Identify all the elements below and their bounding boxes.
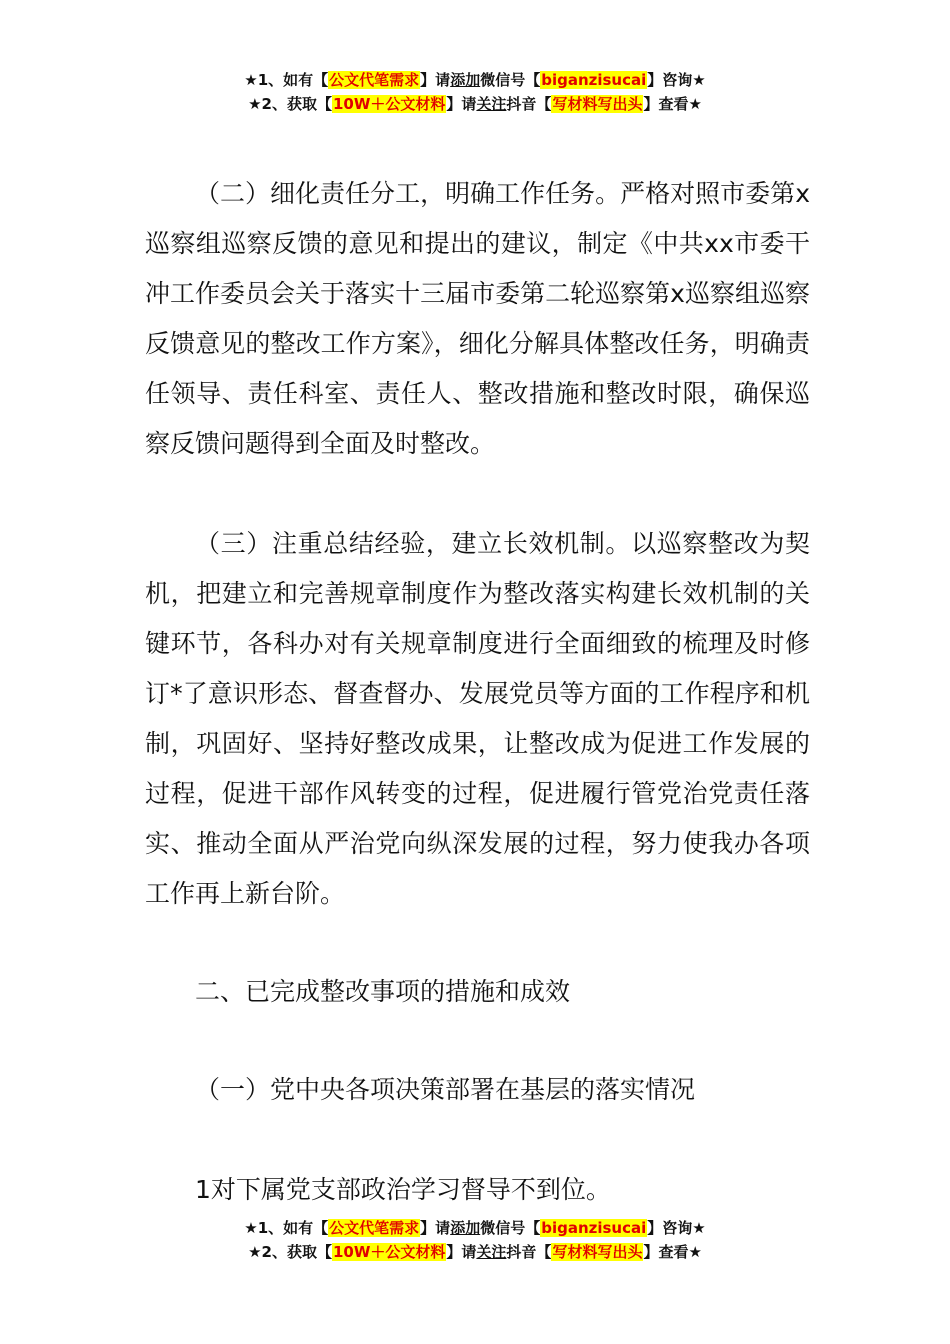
top-banner [0,68,950,116]
banner-text: 1、如有【 [257,1219,329,1237]
banner-text: 】查看★ [643,95,702,113]
banner-line-2 [0,92,950,116]
highlight-service: 公文代笔需求 [329,71,420,89]
star-icon: ★ [244,1219,258,1237]
highlight-materials: 10W＋公文材料 [332,95,446,113]
highlight-service: 公文代笔需求 [329,1219,420,1237]
banner-text: 抖音【 [506,95,552,113]
underlined-add: 添加 [450,71,481,89]
highlight-wechat-id: biganzisucai [541,71,647,89]
banner-line-2 [0,1240,950,1264]
banner-text: 】请 [420,1219,451,1237]
highlight-douyin-id: 写材料写出头 [552,95,643,113]
banner-text: 1、如有【 [257,71,329,89]
subsection-heading: （一）党中央各项决策部署在基层的落实情况 [195,1075,696,1104]
banner-text: 微信号【 [480,1219,541,1237]
star-icon: ★ [244,71,258,89]
banner-line-1 [0,1216,950,1240]
highlight-wechat-id: biganzisucai [541,1219,647,1237]
banner-text: 】咨询★ [647,71,706,89]
highlight-materials: 10W＋公文材料 [332,1243,446,1261]
highlight-douyin-id: 写材料写出头 [552,1243,643,1261]
paragraph-refine-responsibilities: （二）细化责任分工，明确工作任务。严格对照市委第x巡察组巡察反馈的意见和提出的建议，制定《中共xx市委干冲工作委员会关于落实十三届市委第二轮巡察第x巡察组巡察反馈意见的整改工作方案》，细化分解具体整改任务，明确责任领导、责任科室、责任人、整改措施和整改时限，确保巡察反馈问题得到全面及时整改。 [145,179,810,458]
list-item: 1对下属党支部政治学习督导不到位。 [195,1175,611,1204]
banner-text: 抖音【 [506,1243,552,1261]
banner-text: 】请 [446,1243,477,1261]
star-icon: ★ [248,1243,262,1261]
underlined-add: 添加 [450,1219,481,1237]
banner-line-1 [0,68,950,92]
banner-text: 微信号【 [480,71,541,89]
banner-text: 】请 [420,71,451,89]
section-heading: 二、已完成整改事项的措施和成效 [195,977,571,1006]
bottom-banner [0,1216,950,1264]
banner-text: 2、获取【 [261,1243,332,1261]
banner-text: 2、获取【 [261,95,332,113]
paragraph-long-term-mechanism: （三）注重总结经验，建立长效机制。以巡察整改为契机，把建立和完善规章制度作为整改落实构建长效机制的关键环节，各科办对有关规章制度进行全面细致的梳理及时修订*了意识形态、督查督办、发展党员等方面的工作程序和机制，巩固好、坚持好整改成果，让整改成为促进工作发展的过程，促进干部作风转变的过程，促进履行管党治党责任落实、推动全面从严治党向纵深发展的过程，努力使我办各项工作再上新台阶。 [145,529,810,908]
underlined-follow: 关注 [476,1243,507,1261]
underlined-follow: 关注 [476,95,507,113]
banner-text: 】请 [446,95,477,113]
banner-text: 】咨询★ [647,1219,706,1237]
banner-text: 】查看★ [643,1243,702,1261]
star-icon: ★ [248,95,262,113]
